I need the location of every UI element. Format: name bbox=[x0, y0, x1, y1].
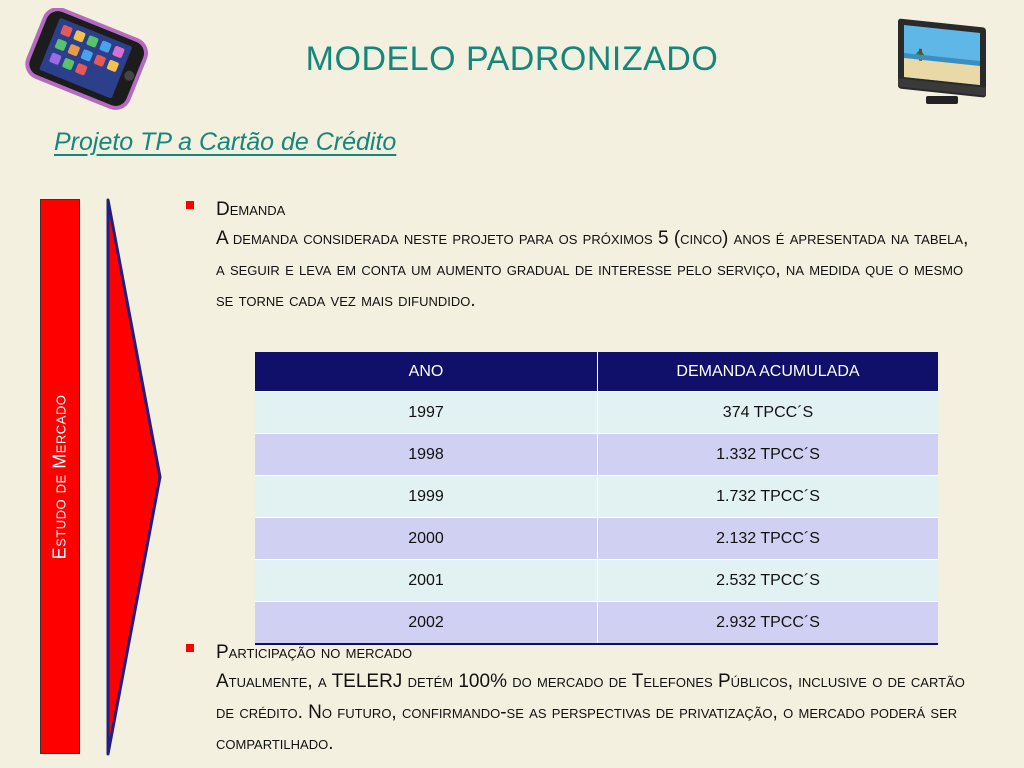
table-row bbox=[255, 476, 938, 518]
cell-demanda: 374 TPCC´S bbox=[598, 392, 939, 434]
participacao-body: Atualmente, a TELERJ detém 100% do mercado de Telefones Públicos, inclusive o de cartão de crédito. No futuro, confirmando-se as perspectivas de privatização, o mercado poderá ser compartilhado. bbox=[216, 671, 965, 754]
section-demanda bbox=[186, 197, 976, 316]
table-row bbox=[255, 392, 938, 434]
table-row bbox=[255, 518, 938, 560]
side-section-label: Estudo de Mercado bbox=[49, 394, 70, 559]
cell-demanda: 2.132 TPCC´S bbox=[598, 518, 939, 560]
cell-demanda: 1.732 TPCC´S bbox=[598, 476, 939, 518]
cell-ano: 2000 bbox=[255, 518, 598, 560]
bullet-icon bbox=[186, 201, 194, 209]
side-section-bar bbox=[40, 199, 80, 754]
cell-demanda: 1.332 TPCC´S bbox=[598, 434, 939, 476]
table-header-row bbox=[255, 352, 938, 392]
cell-ano: 2001 bbox=[255, 560, 598, 602]
cell-ano: 1998 bbox=[255, 434, 598, 476]
page-subtitle: Projeto TP a Cartão de Crédito bbox=[54, 128, 397, 156]
bullet-icon bbox=[186, 644, 194, 652]
column-header-demanda: DEMANDA ACUMULADA bbox=[598, 352, 939, 392]
participacao-heading: Participação no mercado bbox=[216, 642, 413, 663]
page-title: MODELO PADRONIZADO bbox=[305, 40, 719, 78]
cell-demanda: 2.932 TPCC´S bbox=[598, 602, 939, 645]
cell-ano: 1997 bbox=[255, 392, 598, 434]
demanda-body: A demanda considerada neste projeto para os próximos 5 (cinco) anos é apresentada na tabela, a seguir e leva em conta um aumento gradual de interesse pelo serviço, na medida que o mesmo se torne cada vez mais difundido. bbox=[216, 228, 969, 311]
cell-demanda: 2.532 TPCC´S bbox=[598, 560, 939, 602]
table-row bbox=[255, 434, 938, 476]
demanda-heading: Demanda bbox=[216, 199, 286, 220]
column-header-ano: ANO bbox=[255, 352, 598, 392]
demand-table bbox=[255, 352, 938, 645]
table-row bbox=[255, 560, 938, 602]
cell-ano: 2002 bbox=[255, 602, 598, 645]
table-row bbox=[255, 602, 938, 645]
section-participacao bbox=[186, 640, 976, 759]
cell-ano: 1999 bbox=[255, 476, 598, 518]
progress-arrow bbox=[104, 196, 164, 758]
